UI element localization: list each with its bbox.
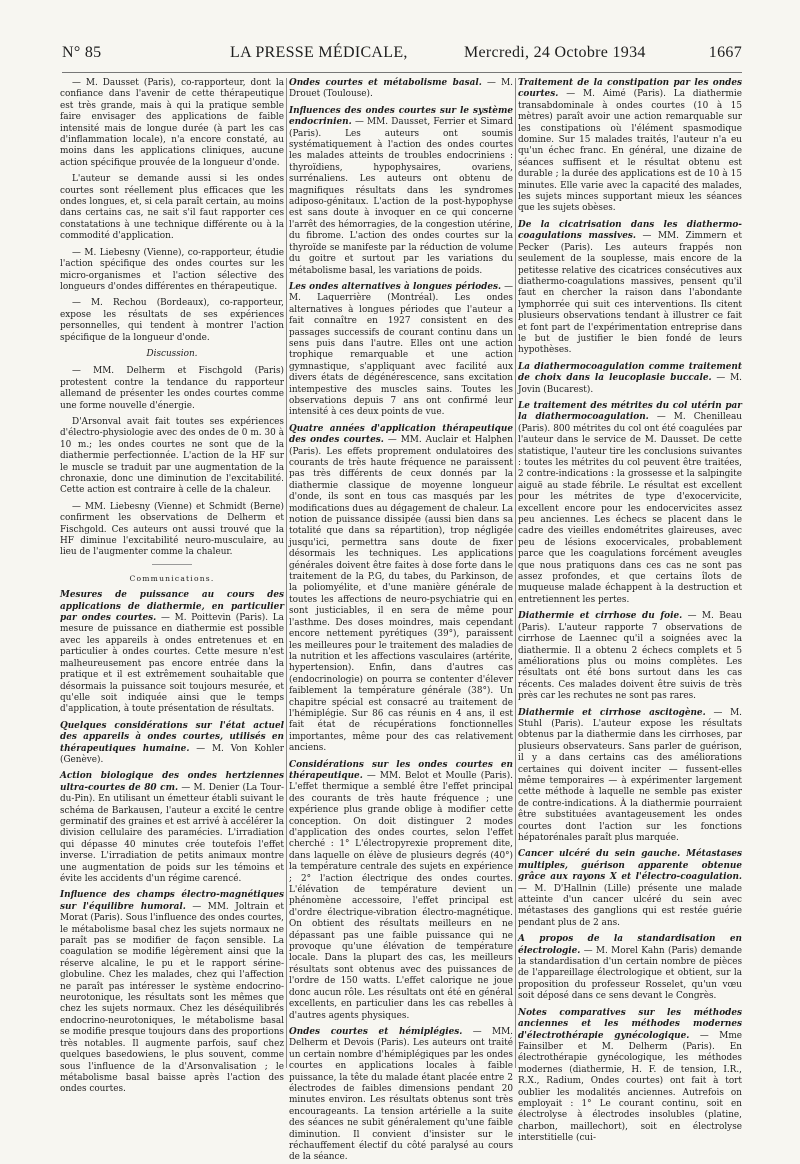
paragraph: — MM. Liebesny (Vienne) et Schmidt (Berne) confirment les observations de Delherm et Fischgold. Ces auteurs ont aussi trouvé que la HF diminue l'excitabilité neuro-musculaire, au lieu de l'augmenter comme la chaleur. xyxy=(60,501,284,558)
article-title: Notes comparatives sur les méthodes anciennes et les méthodes modernes d'électrothérapie gynécologique. xyxy=(518,1007,742,1041)
article-body: — M. Aimé (Paris). La diathermie transabdominale à ondes courtes (10 à 15 mètres) paraît avoir une action remarquable sur les constipations où l'élément spasmodique domine. Sur 15 malades traités, l'auteur n'a eu qu'un échec franc. En général, une dizaine de séances suffisent et le résultat obtenu est durable ; la durée des applications est de 10 à 15 minutes. Elle varie avec la capacité des malades, les sujets minces supportant mieux les séances que les sujets obèses. xyxy=(518,89,742,214)
article-body: — M. Jovin (Bucarest). xyxy=(518,373,742,395)
column-2 xyxy=(289,78,514,1163)
article-body: — MM. Belot et Moulle (Paris). L'effet thermique a semblé être l'effet principal des courants de très haute fréquence ; une expérience plus grande oblige à modifier cette conception. On doit distinguer 2 modes d'application des ondes courtes, selon l'effet cherché : 1° L'électropyrexie proprement dite, dans laquelle on élève de plusieurs degrés (40°) la température centrale des sujets en expérience ; 2° l'action électrique des ondes courtes. L'élévation de température devient un phénomène accessoire, l'effet principal est d'ordre électrique-vibration électro-magnétique. On obtient des résultats meilleurs en ne dépassant pas une faible puissance qui ne provoque qu'une élévation de température locale. Dans la plupart des cas, les meilleurs résultats sont obtenus avec des puissances de l'ordre de 150 watts. L'effet calorique ne joue donc aucun rôle. Les résultats ont été en général excellents, en particulier dans les cas rebelles à d'autres agents physiques. xyxy=(289,770,513,1021)
section-heading: Communications. xyxy=(129,573,215,583)
issue-number: N° 85 xyxy=(62,44,102,61)
article-entry xyxy=(289,1027,513,1164)
article-body: — M. Beau (Paris). L'auteur rapporte 7 observations de cirrhose de Laennec qu'il a soignées avec la diathermie. Il a obtenu 2 échecs complets et 5 améliorations plus ou moins complètes. Les résultats ont été bons surtout dans les cas récents. Ces malades doivent être suivis de très près car les rechutes ne sont pas rares. xyxy=(518,611,742,702)
header-rule xyxy=(62,72,742,73)
page-number: 1667 xyxy=(708,44,742,61)
article-title: Traitement de la constipation par les ondes courtes. xyxy=(518,78,742,100)
article-title: Mesures de puissance au cours des applications de diathermie, en particulier par ondes courtes. xyxy=(60,590,284,624)
article-entry xyxy=(518,362,742,396)
article-body: — MM. Zimmern et Pecker (Paris). Les auteurs frappés non seulement de la souplesse, mais encore de la petitesse relative des cicatrices consécutives aux diathermo-coagulations massives, pensent qu'il faut en chercher la raison dans l'abondante lymphorrée qui suit ces interventions. Ils citent plusieurs observations tendant à illustrer ce fait et font part de l'expérimentation entreprise dans le but de justifier le bien fondé de leurs hypothèses. xyxy=(518,231,742,356)
article-title: Diathermie et cirrhose ascitogène. xyxy=(518,707,706,718)
article-entry xyxy=(289,424,513,755)
column-3 xyxy=(518,78,743,1144)
article-entry xyxy=(60,590,284,715)
article-entry xyxy=(518,78,742,215)
article-title: Diathermie et cirrhose du foie. xyxy=(518,611,683,622)
paragraph: — M. Dausset (Paris), co-rapporteur, dont la confiance dans l'avenir de cette thérapeutique est très grande, mais à qui la pratique semble faire envisager des applications de faible intensité mais de longue durée (à part les cas d'inflammation locale), n'a encore constaté, au moins dans les applications cliniques, aucune action spécifique prouvée de la longueur d'onde. xyxy=(60,78,284,168)
article-title: Quelques considérations sur l'état actuel des appareils à ondes courtes, utilisés en thérapeutiques humaine. xyxy=(60,720,284,754)
article-title: Les ondes alternatives à longues périodes. xyxy=(289,281,502,292)
article-entry xyxy=(518,934,742,1002)
article-entry xyxy=(518,401,742,606)
article-body: — M. Denier (La Tour-du-Pin). En utilisant un émetteur établi suivant le schéma de Barkausen, l'auteur a excité le centre germinatif des graines et est arrivé à accélérer la division cellulaire des paramécies. L'irradiation qui dépasse 40 minutes crée toutefois l'effet inverse. L'irradiation de petits animaux montre une augmentation de poids sur les témoins et évite les accidents d'un régime carencé. xyxy=(60,782,284,884)
article-title: Le traitement des métrites du col utérin par la diathermocoagulation. xyxy=(518,400,742,423)
article-body: — M. Drouet (Toulouse). xyxy=(289,78,513,100)
article-body: — M. Stuhl (Paris). L'auteur expose les résultats obtenus par la diathermie dans les cirrhoses, par plusieurs observateurs. Sans parler de guérison, il y a dans certains cas des améliorations certaines qui doivent inciter — fussent-elles même temporaires — à expérimenter largement cette méthode à laquelle ne semble pas exister de contre-indications. À la diathermie pourraient être substituées avantageusement les ondes courtes dont l'action sur les fonctions hépatorénales paraît plus marquée. xyxy=(518,707,743,843)
paragraph: — M. Liebesny (Vienne), co-rapporteur, étudie l'action spécifique des ondes courtes sur les micro-organismes et l'action sélective des longueurs d'ondes différentes en thérapeutique. xyxy=(60,247,284,292)
article-entry xyxy=(518,1008,742,1145)
article-title: Ondes courtes et métabolisme basal. xyxy=(289,78,482,88)
article-entry xyxy=(518,220,742,357)
article-entry xyxy=(289,282,513,419)
column-rule xyxy=(286,78,287,1068)
article-title: Influence des champs électro-magnétiques sur l'équilibre humoral. xyxy=(60,890,284,912)
article-body: — MM. Delherm et Devois (Paris). Les auteurs ont traité un certain nombre d'hémiplégiques par les ondes courtes en applications locales à faible puissance, la tête du malade étant placée entre 2 électrodes de faibles dimensions pendant 20 minutes environ. Les résultats obtenus sont très encourageants. La tension artérielle a la suite des séances ne subit généralement qu'une faible diminution. Il convient d'insister sur le réchauffement électif du côté paralysé au cours de la séance. xyxy=(289,1026,513,1163)
article-body: — M. Von Kohler (Genève). xyxy=(60,743,284,765)
article-body: — M. Chenilleau (Paris). 800 métrites du col ont été coagulées par l'auteur dans le service de M. Dausset. De cette statistique, l'auteur tire les conclusions suivantes : toutes les métrites du col peuvent être traitées, 2 contre-indications : la grossesse et la salpingite aiguë au stade fébrile. Le résultat est excellent pour les métrites de type d'exocervicite, excellent encore pour les endocervicites assez peu anciennes. Les échecs se placent dans le cadre des vieilles endométrites glaireuses, avec peu de lésions exocervicales, probablement parce que les coagulations forcément aveugles que nous pratiquons dans ces cas ne sont pas assez profondes, et que certains îlots de muqueuse malade échappent à la destruction et entretiennent les pertes. xyxy=(518,412,742,605)
article-body: — MM. Auclair et Halphen (Paris). Les effets proprement ondulatoires des courants de très haute fréquence ne paraissent pas très différents de ceux donnés par la diathermie classique de moyenne longueur d'onde, ils sont en tous cas masqués par les modifications dues au dégagement de chaleur. La notion de puissance dissipée (aussi bien dans sa totalité que dans sa répartition), trop négligée jusqu'ici, permettra sans doute de fixer désormais les techniques. Les applications générales doivent être faites à dose forte dans le traitement de la P.G, du tabes, du Parkinson, de la poliomyélite, et d'une manière générale de toutes les affections de neuro-psychiatrie qui en sont justiciables, il en sera de même pour l'asthme. Des doses moindres, mais cependant encore nettement pyrétiques (39°), paraissent les meilleures pour le traitement des maladies de la nutrition et les affections vasculaires (artérite, hypertension). Enfin, dans d'autres cas (endocrinologie) on pourra se contenter d'élever faiblement la température générale (38°). Un chapitre spécial est consacré au traitement de l'hémiplégie. Sur 86 cas réunis en 4 ans, il est fait état de récupérations fonctionnelles importantes, même pour des cas relativement anciens. xyxy=(289,435,513,754)
article-title: Action biologique des ondes hertziennes ultra-courtes de 80 cm. xyxy=(60,771,284,793)
divider xyxy=(152,564,192,565)
article-body: — MM. Joltrain et Morat (Paris). Sous l'influence des ondes courtes, le métabolisme basal chez les sujets normaux ne paraît pas se modifier de façon sensible. La coagulation se modifie légèrement ainsi que la réserve alcaline, le pu et le rapport sérine-globuline. Chez les malades, chez qui l'affection ne paraît pas intéresser le système endocrino-neurotonique, les résultats sont les mêmes que chez les sujets normaux. Chez les déséquilibrés endocrino-neurotoniques, le métabolisme basal se modifie presque toujours dans des proportions très notables. Il augmente parfois, sauf chez quelques basedowiens, le plus souvent, comme sous l'influence de la d'Arsonvalisation ; le métabolisme basal baisse après l'action des ondes courtes. xyxy=(60,901,284,1095)
article-entry xyxy=(518,708,742,845)
journal-title: LA PRESSE MÉDICALE, xyxy=(230,44,408,61)
section-heading: Discussion. xyxy=(146,348,198,359)
paragraph: — MM. Delherm et Fischgold (Paris) protestent contre la tendance du rapporteur allemand de présenter les ondes courtes comme une forme nouvelle d'énergie. xyxy=(60,366,284,411)
article-title: De la cicatrisation dans les diathermo-coagulations massives. xyxy=(518,219,742,242)
article-title: Influences des ondes courtes sur le système endocrinien. xyxy=(289,105,513,128)
article-entry xyxy=(289,106,513,277)
paragraph: — M. Rechou (Bordeaux), co-rapporteur, expose les résultats de ses expériences personnelles, qui tendent à montrer l'action spécifique de la longueur d'onde. xyxy=(60,298,284,343)
column-rule xyxy=(515,78,516,1068)
article-body: — M. Poittevin (Paris). La mesure de puissance en diathermie est possible avec les appareils à ondes entretenues et en particulier à ondes courtes. Cette mesure n'est malheureusement pas encore entrée dans la pratique et il est extrêmement souhaitable que désormais la puissance soit toujours mesurée, et qu'elle soit indiquée ainsi que le temps d'application, à toute présentation de résultats. xyxy=(60,613,284,715)
article-body: — M. Morel Kahn (Paris) demande la standardisation d'un certain nombre de pièces de l'appareillage électrologique et obtient, sur la proposition du professeur Rosselet, qu'un vœu soit déposé dans ce sens devant le Congrès. xyxy=(518,945,742,1002)
article-entry xyxy=(289,760,513,1022)
column-1 xyxy=(60,78,284,1095)
article-entry xyxy=(518,849,742,929)
article-title: Ondes courtes et hémiplégies. xyxy=(289,1026,463,1037)
article-body: — MM. Dausset, Ferrier et Simard (Paris). Les auteurs ont soumis systématiquement à l'action des ondes courtes les malades atteints de troubles endocriniens : thyroïdiens, hypophysaires, ovariens, surrénaliens. Les auteurs ont obtenu de magnifiques résultats dans les syndromes adiposo-génitaux. L'action de la post-hypophyse est sans doute à invoquer en ce qui concerne l'arrêt des hémorragies, de la congestion utérine, du fibrome. L'action des ondes courtes sur la thyroïde se manifeste par la réduction de volume du goitre et surtout par les variations du métabolisme basal, les variations de poids. xyxy=(289,117,513,276)
issue-date: Mercredi, 24 Octobre 1934 xyxy=(464,44,646,61)
article-entry xyxy=(60,771,284,885)
article-body: — M. D'Hallnin (Lille) présente une malade atteinte d'un cancer ulcéré du sein avec métastases des ganglions qui est restée guérie pendant plus de 2 ans. xyxy=(518,883,742,928)
page-header xyxy=(62,40,742,66)
article-title: La diathermocoagulation comme traitement de choix dans la leucoplasie buccale. xyxy=(518,361,742,384)
article-title: A propos de la standardisation en électrologie. xyxy=(518,934,742,956)
paragraph: L'auteur se demande aussi si les ondes courtes sont réellement plus efficaces que les ondes longues, et, si cela paraît certain, au moins dans certains cas, ne sait s'il faut rapporter ces constatations à une technique différente ou à la commodité d'application. xyxy=(60,174,284,242)
article-entry xyxy=(60,721,284,767)
article-entry xyxy=(289,78,513,101)
article-title: Cancer ulcéré du sein gauche. Métastases multiples, guérison apparente obtenue grâce aux rayons X et l'électro-coagulation. xyxy=(518,849,742,883)
article-entry xyxy=(60,890,284,1095)
article-body: — M. Laquerrière (Montréal). Les ondes alternatives à longues périodes que l'auteur a fait connaître en 1927 consistent en des passages successifs de courant continu dans un sens puis dans l'autre. Elles ont une action trophique remarquable et une action gymnastique, s'appliquant avec facilité aux divers états de dégénérescence, sans excitation intempestive des muscles sains. Toutes les observations depuis 7 ans ont confirmé leur intensité à ces deux points de vue. xyxy=(289,281,514,418)
article-title: Considérations sur les ondes courtes en thérapeutique. xyxy=(289,759,513,781)
paragraph: D'Arsonval avait fait toutes ses expériences d'électro-physiologie avec des ondes de 0 m. 30 à 10 m.; les ondes courtes ne sont que de la diathermie perfectionnée. L'action de la HF sur le muscle se traduit par une augmentation de la chronaxie, donc une diminution de l'excitabilité. Cette action est contraire à celle de la chaleur. xyxy=(60,416,284,496)
article-entry xyxy=(518,611,742,702)
article-title: Quatre années d'application thérapeutique des ondes courtes. xyxy=(289,423,513,446)
article-body: — Mme Fainsilber et M. Delherm (Paris). En électrothérapie gynécologique, les méthodes modernes (diathermie, H. F. de tension, I.R., R.X., Radium, Ondes courtes) ont fait à tort oublier les modalités anciennes. Autrefois on employait : 1° Le courant continu, soit en électrolyse à électrodes insolubles (platine, charbon, maillechort), soit en électrolyse interstitielle (cui- xyxy=(518,1030,742,1144)
